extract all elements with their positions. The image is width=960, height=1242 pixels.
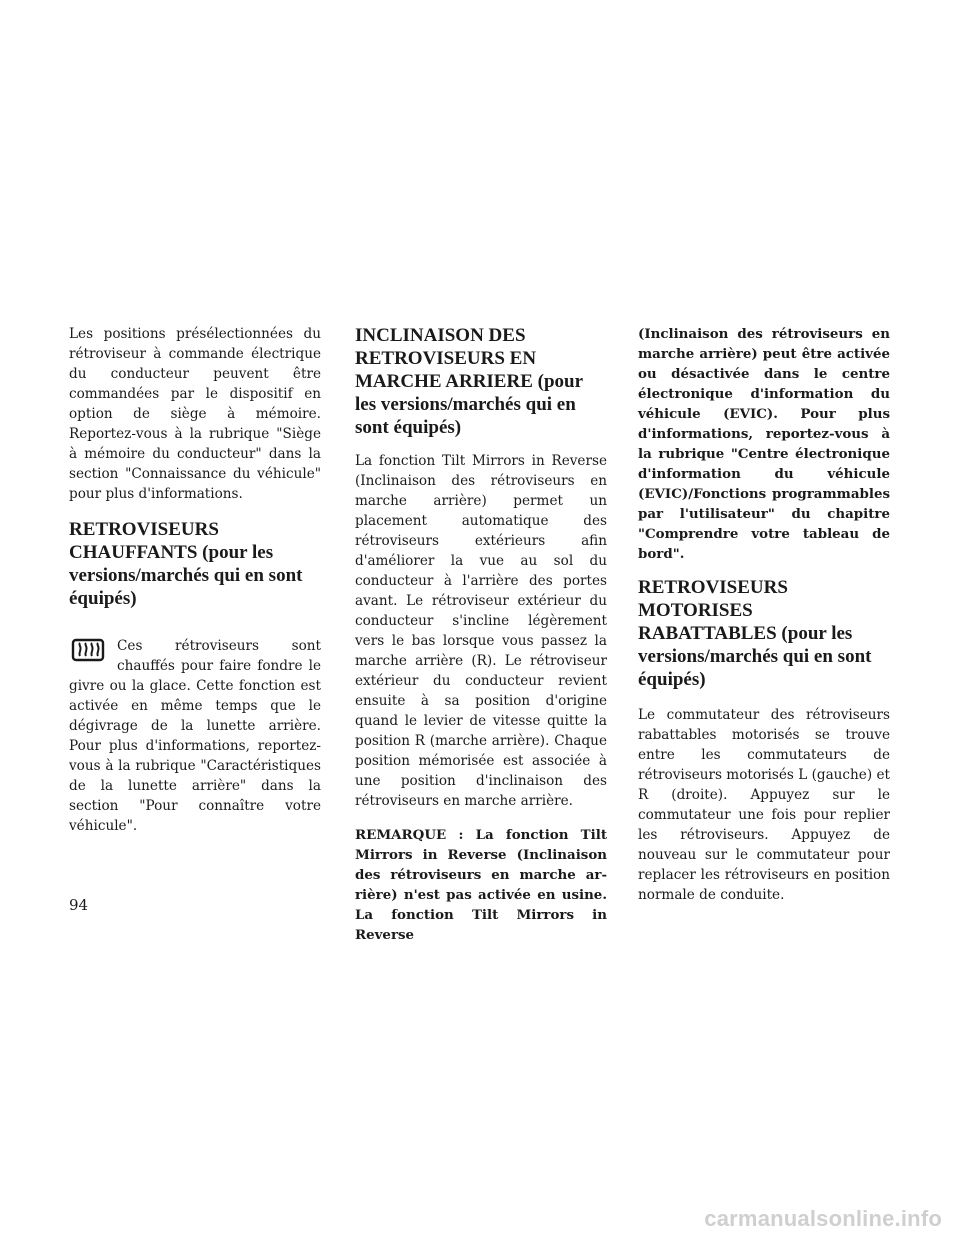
heated-mirrors-heading: RETROVISEURS CHAUFFANTS (pour les versions/marchés qui en sont équipés) [69,519,303,609]
tilt-mirrors-heading: INCLINAISON DES RETROVISEURS EN MARCHE ARRIERE (pour les versions/marchés qui en sont équipés) [355,325,583,438]
heated-mirrors-paragraph [69,636,321,836]
power-folding-mirrors-paragraph: Le commutateur des rétroviseurs rabattables motorisés se trouve entre les commutateurs de rétroviseurs motorisés L (gauche) et R (droite). Appuyez sur le commutateur une fois pour replier les rétroviseurs. Appuyez de nouveau sur le commutateur pour replacer les rétroviseurs en position normale de conduite. [638,707,890,903]
rear-defrost-icon [71,638,105,662]
page-number: 94 [69,896,89,914]
column-1 [69,324,321,836]
column-3 [638,324,890,905]
tilt-mirrors-note-continued: (Inclinaison des rétroviseurs en marche arrière) peut être activée ou désactivée dans le centre électronique d'information du véhicule (EVIC). Pour plus d'informations, reportez-vous à la rubrique "Centre électronique d'information du véhicule (EVIC)/Fonctions programmables par l'utilisateur" du chapitre "Comprendre votre tableau de bord". [638,326,890,562]
power-folding-mirrors-heading: RETROVISEURS MOTORISES RABATTABLES (pour les versions/marchés qui en sont équipés) [638,577,872,690]
column-2 [355,324,607,945]
tilt-mirrors-note: REMARQUE : La fonction Tilt Mirrors in Reverse (Inclinaison des rétroviseurs en marche arrière) n'est pas activée en usine. La fonction Tilt Mirrors in Reverse [355,827,607,943]
memory-seat-paragraph: Les positions présélectionnées du rétroviseur à commande électrique du conducteur peuvent être commandées par le dispositif en option de siège à mémoire. Reportez-vous à la rubrique "Siège à mémoire du conducteur" dans la section "Connaissance du véhicule" pour plus d'informations. [69,326,321,502]
tilt-mirrors-paragraph: La fonction Tilt Mirrors in Reverse (Inclinaison des rétroviseurs en marche arrière) permet un placement automatique des rétroviseurs extérieurs afin d'améliorer la vue au sol du conducteur à l'arrière des portes avant. Le rétroviseur extérieur du conducteur s'incline légèrement vers le bas lorsque vous passez la marche arrière (R). Le rétroviseur extérieur du conducteur revient ensuite à sa position d'origine quand le levier de vitesse quitte la position R (marche arrière). Chaque position mémorisée est associée à une position d'inclinaison des rétroviseurs en marche arrière. [355,453,607,809]
heated-mirrors-text: Ces rétroviseurs sont chauffés pour faire fondre le givre ou la glace. Cette fonction est activée en même temps que le dégivrage de la lunette arrière. Pour plus d'informations, reportez-vous à la rubrique "Caractéristiques de la lunette arrière" dans la section "Pour connaître votre véhicule". [69,638,321,834]
watermark: carmanualsonline.info [704,1206,942,1231]
